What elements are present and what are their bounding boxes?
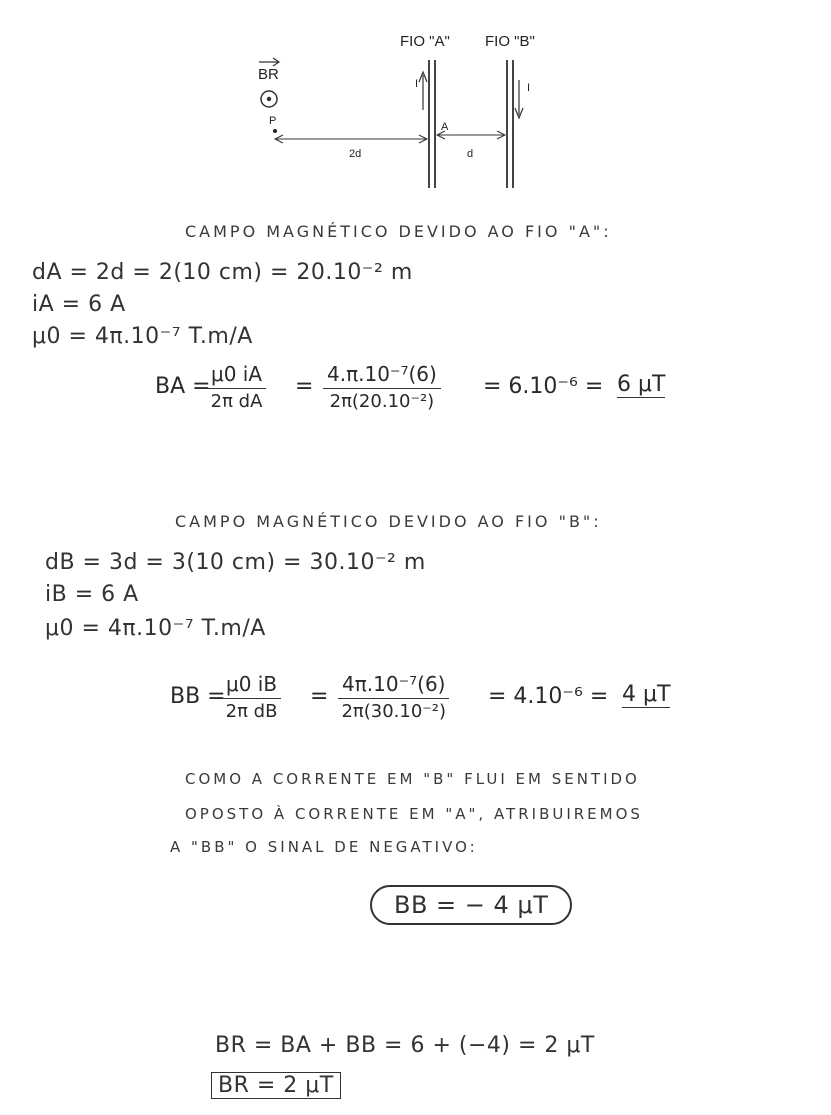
circuit-diagram	[245, 20, 575, 195]
bb-negative-cloud: BB = − 4 μT	[370, 885, 572, 925]
wire-b-label: FIO "B"	[485, 33, 535, 50]
bb-equation	[170, 672, 770, 742]
ba-denominator-values: 2π(20.10⁻²)	[329, 391, 435, 412]
bb-result: 4 μT	[622, 682, 671, 707]
note-line-2: OPOSTO À CORRENTE EM "A", ATRIBUIREMOS	[185, 805, 643, 823]
current-b-label: I	[527, 82, 531, 94]
ba-fraction-values	[323, 362, 441, 412]
section-a-distance: dA = 2d = 2(10 cm) = 20.10⁻² m	[32, 260, 413, 285]
bb-fraction-formula	[222, 672, 281, 722]
bb-equals-1: =	[310, 684, 329, 709]
note-line-1: COMO A CORRENTE EM "B" FLUI EM SENTIDO	[185, 770, 640, 788]
ba-numerator-values: 4.π.10⁻⁷(6)	[323, 362, 441, 389]
ba-denominator-formula: 2π dA	[210, 391, 263, 412]
section-b-heading: CAMPO MAGNÉTICO DEVIDO AO FIO "B":	[175, 512, 602, 531]
ba-numerator-formula: μ0 iA	[207, 362, 266, 389]
bb-equals-2: = 4.10⁻⁶ =	[488, 684, 609, 709]
wire-a-label: FIO "A"	[400, 33, 450, 50]
section-b-permeability: μ0 = 4π.10⁻⁷ T.m/A	[45, 616, 266, 641]
bb-denominator-formula: 2π dB	[225, 701, 278, 722]
section-b-current: iB = 6 A	[45, 582, 139, 607]
bb-fraction-values	[338, 672, 449, 722]
bb-denominator-values: 2π(30.10⁻²)	[341, 701, 447, 722]
point-p-label: P	[269, 115, 277, 127]
section-a-permeability: μ0 = 4π.10⁻⁷ T.m/A	[32, 324, 253, 349]
ba-lhs: BA =	[155, 374, 211, 399]
point-a-label: A	[441, 121, 449, 133]
ba-equation	[155, 362, 755, 432]
final-sum: BR = BA + BB = 6 + (−4) = 2 μT	[215, 1033, 595, 1058]
current-a-label: I	[415, 78, 419, 90]
section-b-distance: dB = 3d = 3(10 cm) = 30.10⁻² m	[45, 550, 426, 575]
ba-fraction-formula	[207, 362, 266, 412]
field-br-label: BR	[258, 66, 279, 83]
bb-numerator-values: 4π.10⁻⁷(6)	[338, 672, 449, 699]
bb-numerator-formula: μ0 iB	[222, 672, 281, 699]
ba-equals-2: = 6.10⁻⁶ =	[483, 374, 604, 399]
distance-d-label: d	[467, 148, 474, 160]
final-answer: BR = 2 μT	[211, 1072, 341, 1099]
ba-result: 6 μT	[617, 372, 666, 397]
ba-equals-1: =	[295, 374, 314, 399]
section-a-heading: CAMPO MAGNÉTICO DEVIDO AO FIO "A":	[185, 222, 612, 241]
distance-2d-label: 2d	[349, 148, 362, 160]
section-a-current: iA = 6 A	[32, 292, 126, 317]
note-line-3: A "BB" O SINAL DE NEGATIVO:	[170, 838, 478, 856]
bb-lhs: BB =	[170, 684, 226, 709]
